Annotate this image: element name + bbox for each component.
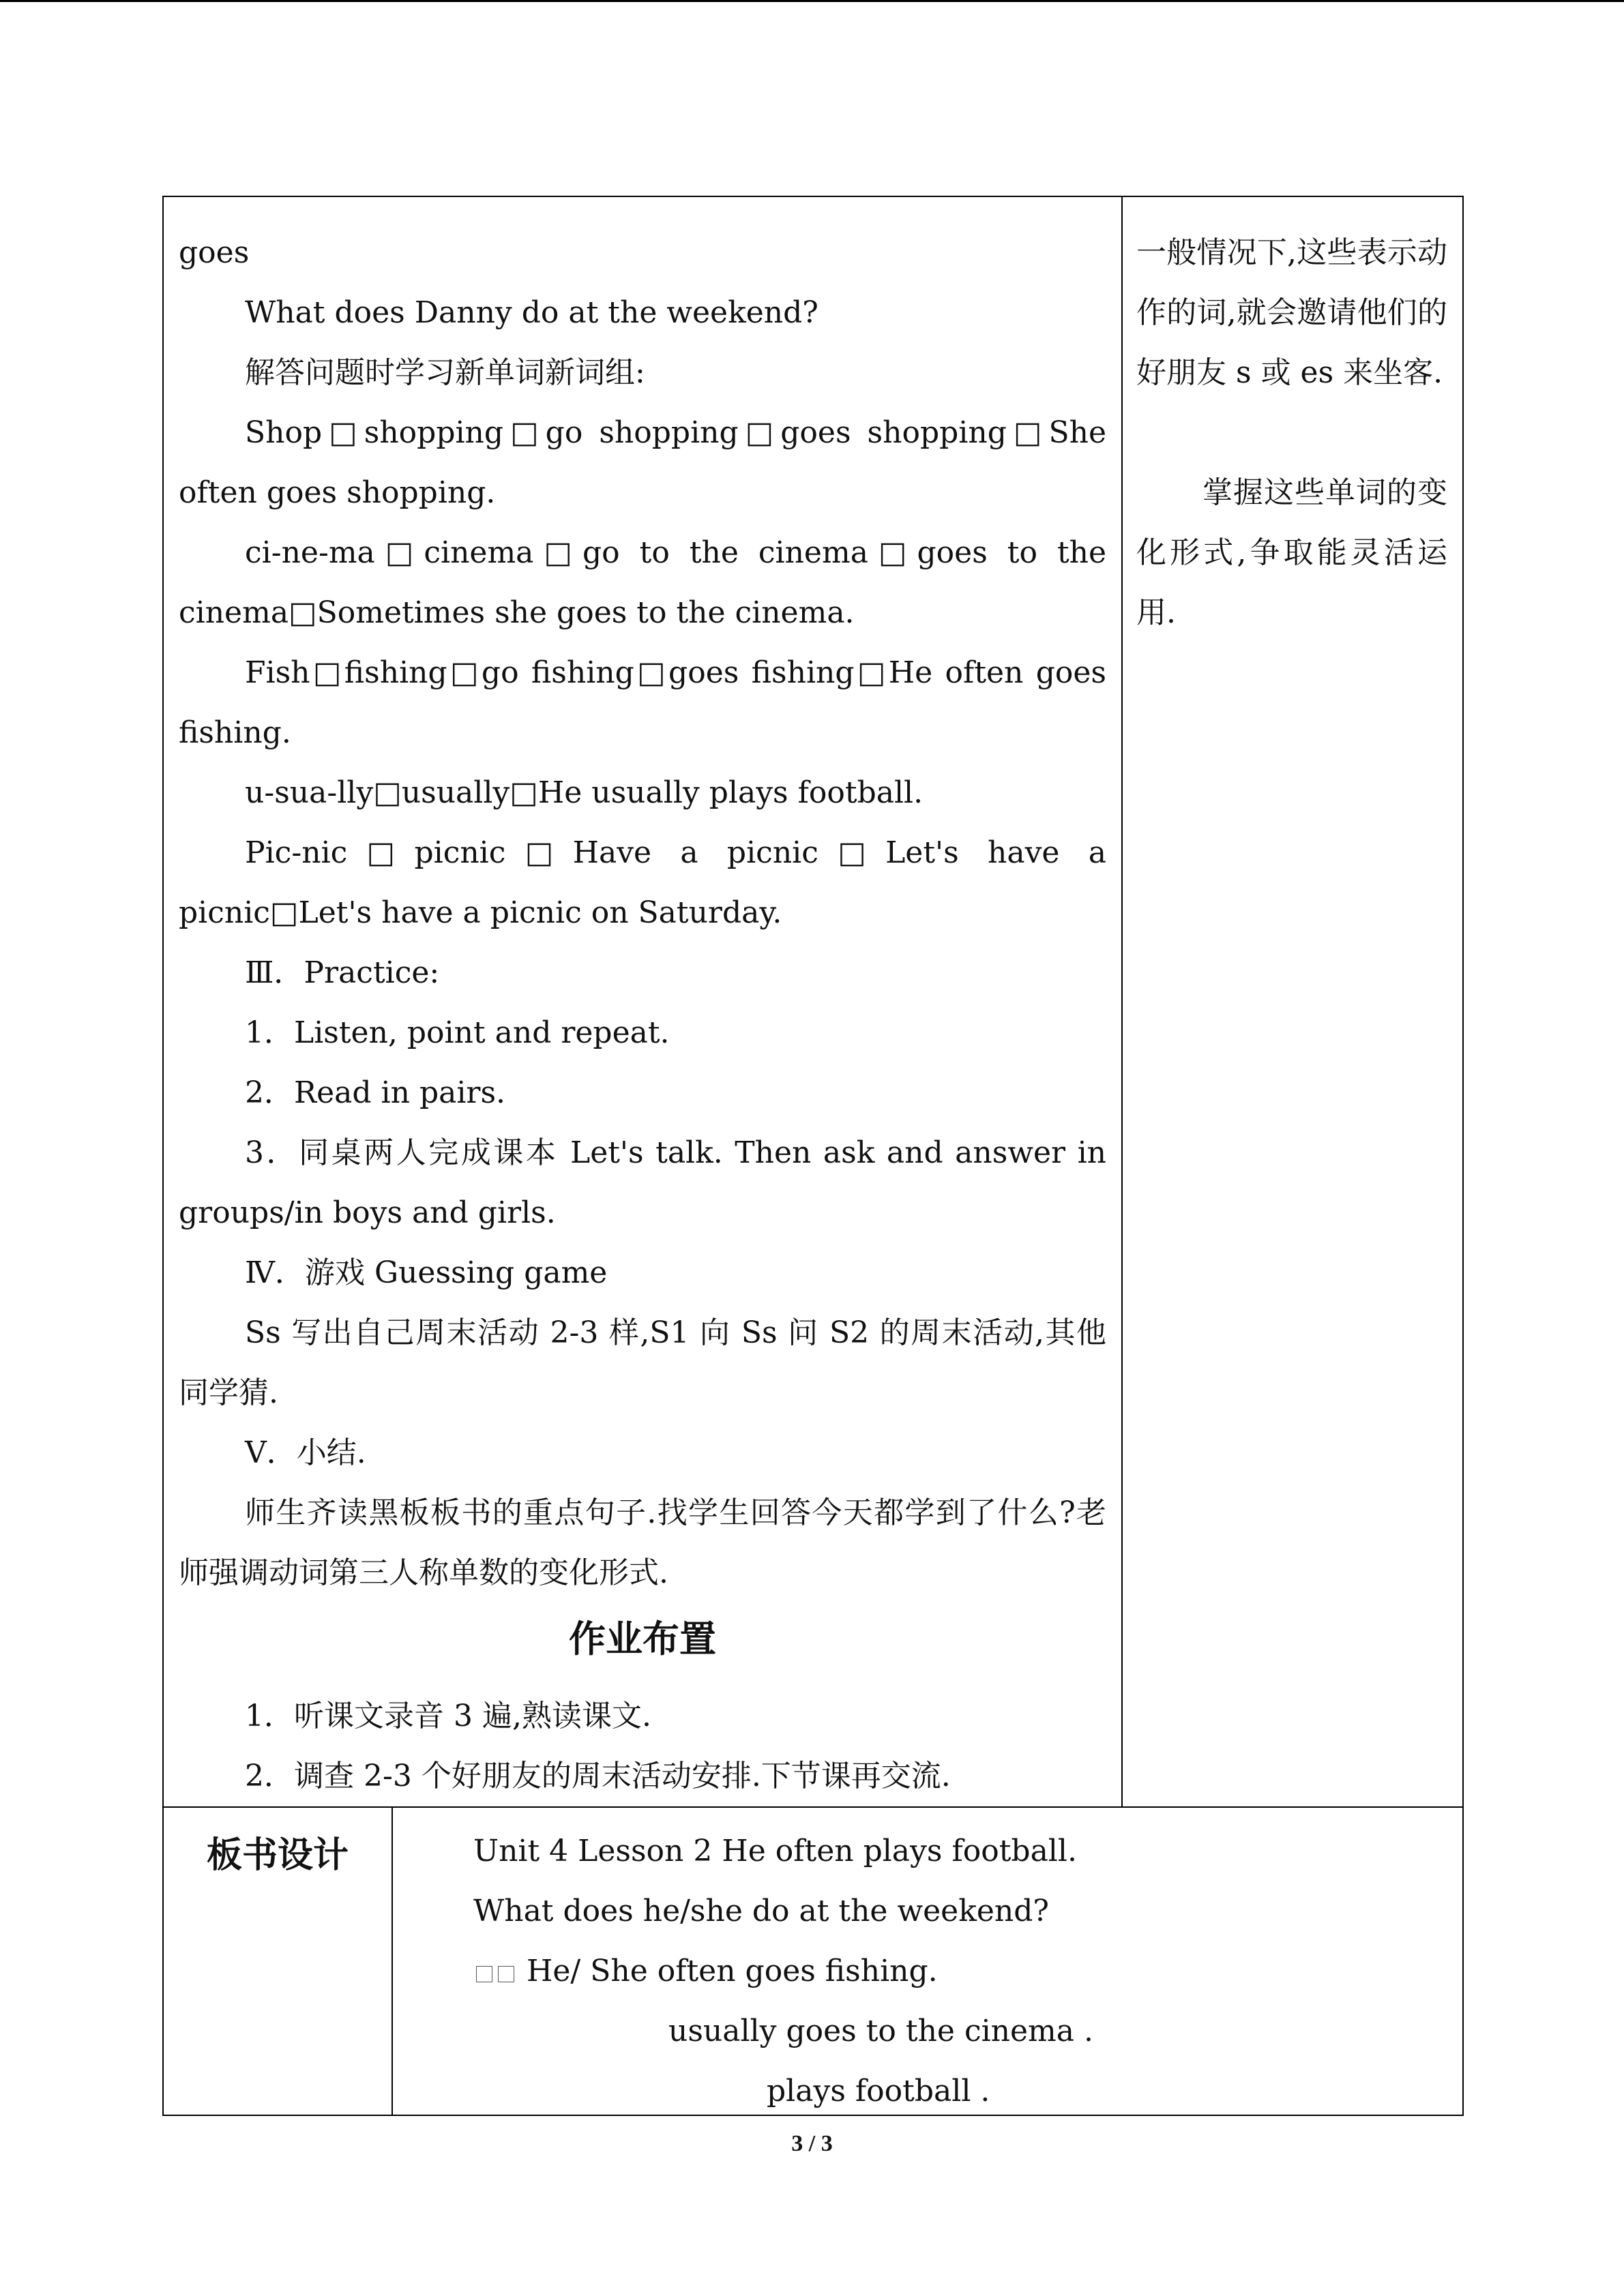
lesson-line: 师生齐读黑板板书的重点句子.找学生回答今天都学到了什么?老师强调动词第三人称单数的变化形式. bbox=[179, 1495, 1107, 1590]
section-practice: Ⅲ．Practice: bbox=[245, 955, 440, 990]
lesson-line: Pic-nic□picnic□Have a picnic□Let's have a picnic□Let's have a picnic on Saturday. bbox=[179, 835, 1107, 930]
board-line: plays football . bbox=[767, 2074, 990, 2108]
board-line: usually goes to the cinema . bbox=[668, 2014, 1093, 2048]
homework-item: 2．调查 2-3 个好朋友的周末活动安排.下节课再交流. bbox=[245, 1759, 951, 1793]
lesson-line: 解答问题时学习新单词新词组: bbox=[245, 355, 645, 390]
section-summary: Ⅴ．小结. bbox=[245, 1435, 366, 1470]
homework-heading: 作业布置 bbox=[569, 1617, 716, 1660]
board-design-content-cell bbox=[392, 1807, 1463, 2115]
board-design-label: 板书设计 bbox=[206, 1835, 349, 1876]
design-note: 一般情况下,这些表示动作的词,就会邀请他们的好朋友 s 或 es 来坐客. bbox=[1136, 235, 1448, 390]
lesson-line: Shop□shopping□go shopping□goes shopping□She often goes shopping. bbox=[179, 415, 1107, 510]
lesson-line: What does Danny do at the weekend? bbox=[245, 295, 818, 330]
checkbox-glyph-icon bbox=[476, 1966, 492, 1982]
design-note: 掌握这些单词的变化形式,争取能灵活运用. bbox=[1136, 475, 1448, 630]
lesson-line: 1．Listen, point and repeat. bbox=[245, 1015, 670, 1050]
note-spacer bbox=[1136, 403, 1447, 463]
lesson-line: Fish□fishing□go fishing□goes fishing□He often goes fishing. bbox=[179, 655, 1107, 750]
board-line: Unit 4 Lesson 2 He often plays football. bbox=[473, 1834, 1077, 1868]
homework-item: 1．听课文录音 3 遍,熟读课文. bbox=[245, 1699, 651, 1733]
section-game: Ⅳ．游戏 Guessing game bbox=[245, 1255, 608, 1290]
board-line: What does he/she do at the weekend? bbox=[473, 1894, 1049, 1928]
top-border-line bbox=[0, 0, 1624, 2]
board-design-row bbox=[163, 1807, 1463, 2115]
board-line: He/ She often goes fishing. bbox=[527, 1954, 938, 1988]
design-notes-cell bbox=[1122, 196, 1463, 1807]
lesson-line: 2．Read in pairs. bbox=[245, 1075, 506, 1110]
board-line-3 bbox=[473, 1941, 1462, 2001]
teaching-process-cell bbox=[163, 196, 1122, 1807]
teaching-process-row bbox=[163, 196, 1463, 1807]
lesson-line: 3．同桌两人完成课本 Let's talk. Then ask and answer in groups/in boys and girls. bbox=[179, 1135, 1107, 1230]
lesson-line: Ss 写出自己周末活动 2-3 样,S1 向 Ss 问 S2 的周末活动,其他同学猜. bbox=[179, 1315, 1107, 1410]
page-number: 3 / 3 bbox=[791, 2131, 833, 2156]
board-design-label-cell bbox=[163, 1807, 392, 2115]
lesson-line: goes bbox=[179, 235, 250, 270]
lesson-plan-table bbox=[162, 196, 1464, 2116]
lesson-line: u-sua-lly□usually□He usually plays football. bbox=[245, 775, 924, 810]
lesson-line: ci-ne-ma□cinema□go to the cinema□goes to the cinema□Sometimes she goes to the cinema. bbox=[179, 535, 1107, 630]
checkbox-glyph-icon bbox=[498, 1966, 514, 1982]
